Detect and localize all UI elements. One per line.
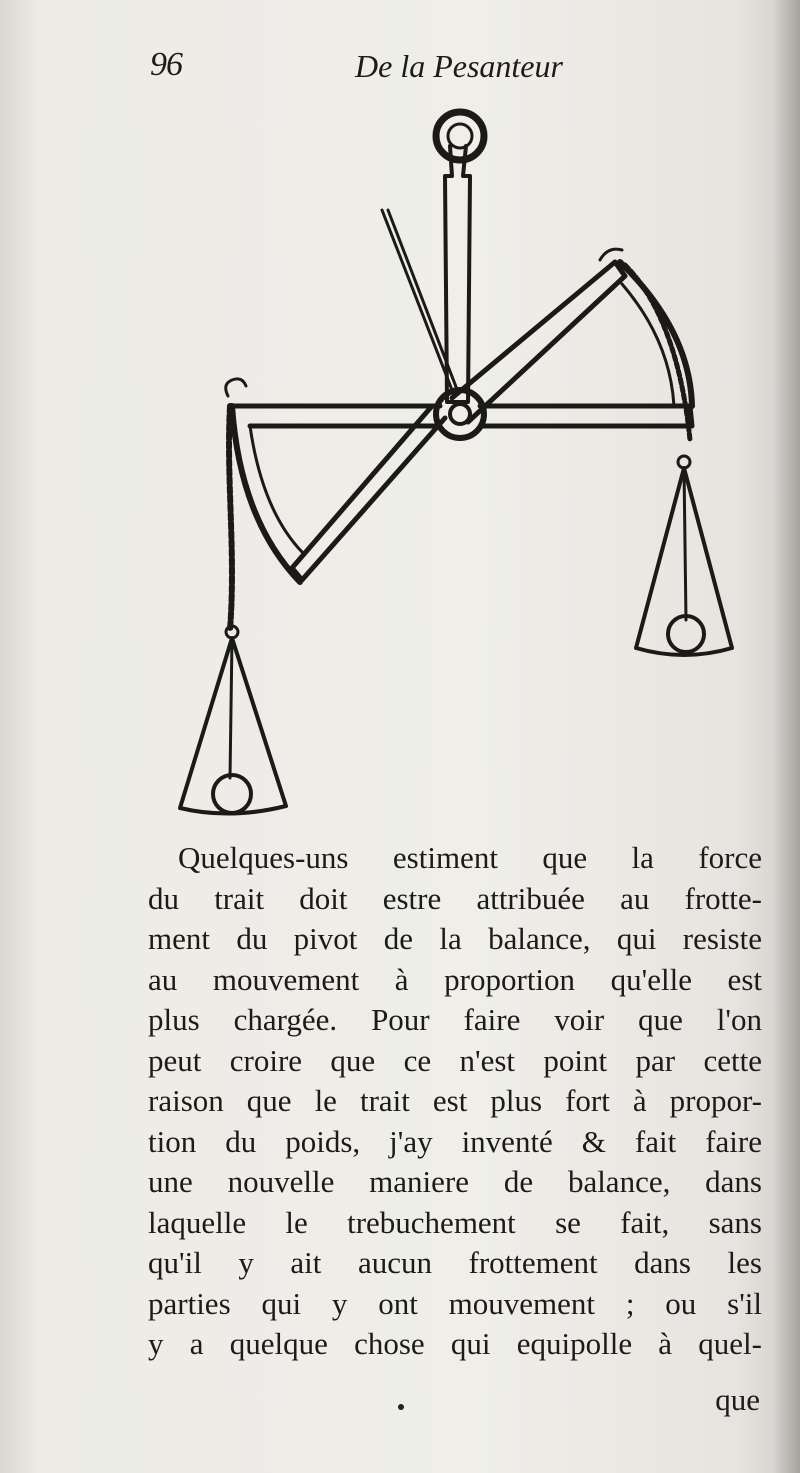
text-line: peut croire que ce n'est point par cette: [148, 1042, 762, 1078]
text-line: tion du poids, j'ay inventé & fait faire: [148, 1123, 762, 1159]
text-line: plus chargée. Pour faire voir que l'on: [148, 1002, 762, 1037]
text-line: qu'il y ait aucun frottement dans les: [148, 1245, 762, 1280]
body-text: [148, 838, 762, 1365]
text-line: raison que le trait est plus fort à propor-: [148, 1083, 762, 1118]
text-line: parties qui y ont mouvement ; ou s'il: [148, 1285, 762, 1321]
lower-arm: [292, 406, 445, 580]
left-weight: [213, 775, 251, 813]
text-line: du trait doit estre attribuée au frotte-: [148, 880, 762, 916]
suspension-ring: [436, 112, 484, 160]
balance-scale-illustration-icon: [170, 100, 750, 830]
ink-dot: [398, 1404, 404, 1410]
text-line: au mouvement à proportion qu'elle est: [148, 961, 762, 997]
text-line: une nouvelle maniere de balance, dans: [148, 1164, 762, 1199]
text-line: ment du pivot de la balance, qui resiste: [148, 921, 762, 956]
balance-figure: [170, 100, 750, 830]
page-gutter-shadow: [772, 0, 800, 1473]
running-head: De la Pesanteur: [355, 48, 563, 84]
text-line: y a quelque chose qui equipolle à quel-: [148, 1326, 762, 1361]
beam-right: [480, 406, 690, 426]
left-cord: [229, 406, 232, 630]
page-number: 96: [150, 46, 182, 83]
text-line: Quelques-uns estiment que la force: [178, 840, 762, 875]
hanger-bar: [445, 146, 470, 402]
catchword: que: [715, 1382, 760, 1417]
text-line: laquelle le trebuchement se fait, sans: [148, 1204, 762, 1240]
beam-left: [232, 406, 440, 426]
